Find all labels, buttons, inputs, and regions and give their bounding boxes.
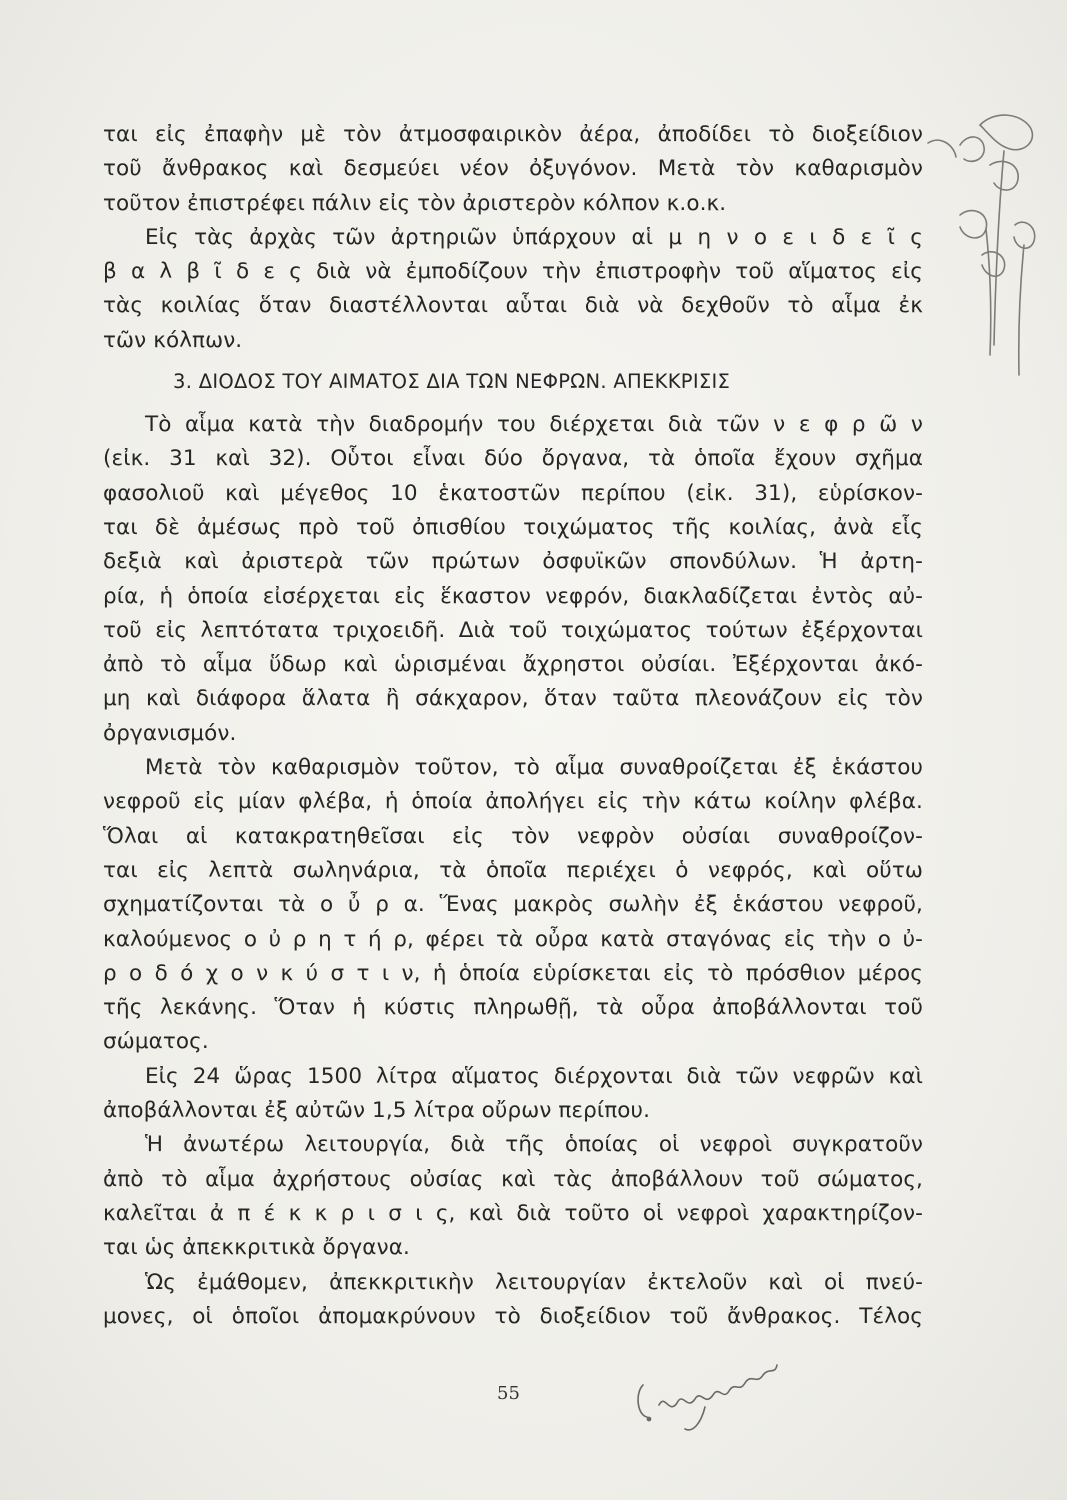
margin-doodle-icon bbox=[920, 105, 1050, 385]
paragraph-kidneys bbox=[103, 408, 923, 751]
text-line: ται εἰς λεπτὰ σωληνάρια, τὰ ὁποῖα περιέχει ὁ νεφρός, καὶ οὕτω bbox=[103, 857, 923, 883]
signature-scribble-icon bbox=[625, 1345, 800, 1435]
text-line: ται ὡς ἀπεκκριτικὰ ὄργανα. bbox=[103, 1235, 410, 1261]
text-line: δεξιὰ καὶ ἀριστερὰ τῶν πρώτων ὀσφυϊκῶν σπονδύλων. Ἡ ἀρτη- bbox=[103, 549, 923, 575]
page-number: 55 bbox=[497, 1383, 520, 1404]
text-line: φασολιοῦ καὶ μέγεθος 10 ἑκατοστῶν περίπου (εἰκ. 31), εὑρίσκον- bbox=[103, 480, 923, 506]
text-line: Τὸ αἷμα κατὰ τὴν διαδρομήν του διέρχεται διὰ τῶν ν ε φ ρ ῶ ν bbox=[145, 412, 923, 438]
text-line: β α λ β ῖ δ ε ς διὰ νὰ ἐμποδίζουν τὴν ἐπιστροφὴν τοῦ αἵματος εἰς bbox=[103, 259, 923, 285]
text-line: τοῦ εἰς λεπτότατα τριχοειδῆ. Διὰ τοῦ τοιχώματος τούτων ἐξέρχονται bbox=[103, 617, 923, 643]
paragraph-valves bbox=[103, 221, 923, 358]
text-line: ἀπὸ τὸ αἷμα ὕδωρ καὶ ὡρισμέναι ἄχρηστοι οὐσίαι. Ἐξέρχονται ἀκό- bbox=[103, 652, 923, 678]
text-line: ται δὲ ἀμέσως πρὸ τοῦ ὀπισθίου τοιχώματος τῆς κοιλίας, ἀνὰ εἷς bbox=[103, 514, 923, 540]
text-line: Μετὰ τὸν καθαρισμὸν τοῦτον, τὸ αἷμα συναθροίζεται ἐξ ἑκάστου bbox=[145, 755, 923, 781]
text-line: σώματος. bbox=[103, 1029, 209, 1055]
paragraph-continuation bbox=[103, 118, 923, 221]
text-line: τὰς κοιλίας ὅταν διαστέλλονται αὗται διὰ νὰ δεχθοῦν τὸ αἷμα ἐκ bbox=[103, 293, 923, 319]
text-line: Ἡ ἀνωτέρω λειτουργία, διὰ τῆς ὁποίας οἱ νεφροὶ συγκρατοῦν bbox=[145, 1132, 923, 1158]
text-line: Εἰς 24 ὥρας 1500 λίτρα αἵματος διέρχονται διὰ τῶν νεφρῶν καὶ bbox=[145, 1063, 923, 1089]
text-line: ἀποβάλλονται ἐξ αὐτῶν 1,5 λίτρα οὔρων περίπου. bbox=[103, 1098, 651, 1124]
text-line: τοῦτον ἐπιστρέφει πάλιν εἰς τὸν ἀριστερὸν κόλπον κ.ο.κ. bbox=[103, 190, 727, 216]
text-line: καλούμενος ο ὐ ρ η τ ή ρ, φέρει τὰ οὖρα κατὰ σταγόνας εἰς τὴν ο ὐ- bbox=[103, 926, 923, 952]
body-text bbox=[103, 118, 923, 1334]
text-line: Εἰς τὰς ἀρχὰς τῶν ἀρτηριῶν ὑπάρχουν αἱ μ η ν ο ε ι δ ε ῖ ς bbox=[145, 224, 923, 250]
text-line: ἀπὸ τὸ αἷμα ἀχρήστους οὐσίας καὶ τὰς ἀποβάλλουν τοῦ σώματος, bbox=[103, 1166, 923, 1192]
paragraph-urine bbox=[103, 751, 923, 1060]
text-line: (εἰκ. 31 καὶ 32). Οὗτοι εἶναι δύο ὄργανα, τὰ ὁποῖα ἔχουν σχῆμα bbox=[103, 446, 923, 472]
text-line: μονες, οἱ ὁποῖοι ἀπομακρύνουν τὸ διοξείδιον τοῦ ἄνθρακος. Τέλος bbox=[103, 1303, 923, 1329]
text-line: Ὅλαι αἱ κατακρατηθεῖσαι εἰς τὸν νεφρὸν οὐσίαι συναθροίζον- bbox=[103, 823, 923, 849]
text-line: καλεῖται ἀ π έ κ κ ρ ι σ ι ς, καὶ διὰ τοῦτο οἱ νεφροὶ χαρακτηρίζον- bbox=[103, 1200, 923, 1226]
section-heading: 3. ΔΙΟΔΟΣ ΤΟΥ ΑΙΜΑΤΟΣ ΔΙΑ ΤΩΝ ΝΕΦΡΩΝ. ΑΠΕΚΚΡΙΣΙΣ bbox=[173, 370, 731, 394]
paragraph-excretion bbox=[103, 1128, 923, 1265]
text-line: τῶν κόλπων. bbox=[103, 327, 243, 353]
text-line: Ὡς ἐμάθομεν, ἀπεκκριτικὴν λειτουργίαν ἐκτελοῦν καὶ οἱ πνεύ- bbox=[145, 1269, 923, 1295]
text-line: ρία, ἡ ὁποία εἰσέρχεται εἰς ἕκαστον νεφρόν, διακλαδίζεται ἐντὸς αὐ- bbox=[103, 583, 923, 609]
text-line: ὀργανισμόν. bbox=[103, 720, 237, 746]
paragraph-volume bbox=[103, 1060, 923, 1129]
paragraph-lungs bbox=[103, 1266, 923, 1335]
text-line: μη καὶ διάφορα ἅλατα ἢ σάκχαρον, ὅταν ταῦτα πλεονάζουν εἰς τὸν bbox=[103, 686, 923, 712]
text-line: νεφροῦ εἰς μίαν φλέβα, ἡ ὁποία ἀπολήγει εἰς τὴν κάτω κοίλην φλέβα. bbox=[103, 789, 923, 815]
text-line: ται εἰς ἐπαφὴν μὲ τὸν ἀτμοσφαιρικὸν ἀέρα, ἀποδίδει τὸ διοξείδιον bbox=[103, 122, 923, 147]
text-line: τοῦ ἄνθρακος καὶ δεσμεύει νέον ὀξυγόνον. Μετὰ τὸν καθαρισμὸν bbox=[103, 156, 923, 182]
text-line: τῆς λεκάνης. Ὅταν ἡ κύστις πληρωθῇ, τὰ οὖρα ἀποβάλλονται τοῦ bbox=[103, 995, 923, 1021]
text-line: σχηματίζονται τὰ ο ὖ ρ α. Ἕνας μακρὸς σωλὴν ἐξ ἑκάστου νεφροῦ, bbox=[103, 892, 923, 918]
text-line: ρ ο δ ό χ ο ν κ ύ σ τ ι ν, ἡ ὁποία εὑρίσκεται εἰς τὸ πρόσθιον μέρος bbox=[103, 960, 923, 986]
